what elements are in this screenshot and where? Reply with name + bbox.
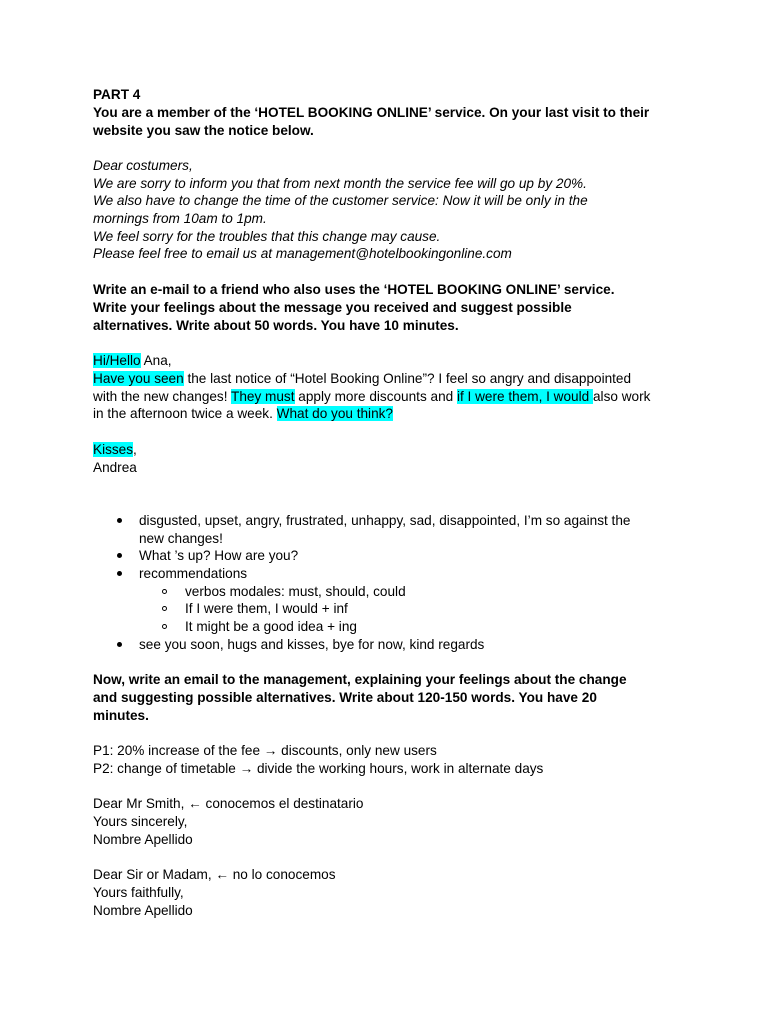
task1-line-1: Write an e-mail to a friend who also uses the ‘HOTEL BOOKING ONLINE’ service. [93, 282, 615, 297]
note-subitem: If I were them, I would + inf [185, 601, 348, 616]
highlight: Hi/Hello [93, 353, 141, 368]
sub-bullet-icon [162, 606, 167, 611]
task2-line-1: Now, write an email to the management, explaining your feelings about the change [93, 672, 627, 687]
task1-line-3: alternatives. Write about 50 words. You have 10 minutes. [93, 318, 459, 333]
note-item-cont: new changes! [139, 531, 223, 546]
formal-signature-known: Nombre Apellido [93, 832, 193, 847]
formal-signature-unknown: Nombre Apellido [93, 903, 193, 918]
point-2: P2: change of timetable → divide the working hours, work in alternate days [93, 761, 544, 776]
sub-bullet-icon [162, 589, 167, 594]
point-1: P1: 20% increase of the fee → discounts, only new users [93, 743, 437, 758]
email-line-3: with the new changes! They must apply more discounts and if I were them, I would also work [93, 389, 651, 404]
note-item: see you soon, hugs and kisses, bye for now, kind regards [139, 637, 485, 652]
email-closing: Kisses, [93, 442, 137, 457]
formal-greeting-unknown: Dear Sir or Madam, ← no lo conocemos [93, 867, 336, 882]
notice-line-6: Please feel free to email us at management@hotelbookingonline.com [93, 246, 512, 261]
note-item: recommendations [139, 566, 248, 581]
email-greeting: Hi/Hello Ana, [93, 353, 172, 368]
intro-line-1: You are a member of the ‘HOTEL BOOKING ONLINE’ service. On your last visit to their [93, 105, 650, 120]
email-signature: Andrea [93, 460, 137, 475]
notice-line-3: We also have to change the time of the customer service: Now it will be only in the [93, 193, 588, 208]
email-line-4: in the afternoon twice a week. What do you think? [93, 406, 393, 421]
part-heading: PART 4 [93, 87, 141, 102]
note-subitem: It might be a good idea + ing [185, 619, 357, 634]
intro-line-2: website you saw the notice below. [93, 123, 314, 138]
highlight: if I were them, I would [456, 389, 593, 404]
note-item: disgusted, upset, angry, frustrated, unhappy, sad, disappointed, I’m so against the [139, 513, 631, 528]
task2-line-3: minutes. [93, 708, 149, 723]
highlight: What do you think? [276, 406, 393, 421]
highlight: Kisses [93, 442, 134, 457]
formal-closing-known: Yours sincerely, [93, 814, 188, 829]
bullet-icon [117, 518, 122, 523]
notice-line-2: We are sorry to inform you that from next month the service fee will go up by 20%. [93, 176, 587, 191]
task2-line-2: and suggesting possible alternatives. Write about 120-150 words. You have 20 [93, 690, 597, 705]
notice-line-1: Dear costumers, [93, 158, 193, 173]
highlight: They must [231, 389, 295, 404]
task1-line-2: Write your feelings about the message you received and suggest possible [93, 300, 572, 315]
highlight: Have you seen [93, 371, 184, 386]
note-subitem: verbos modales: must, should, could [185, 584, 406, 599]
bullet-icon [117, 642, 122, 647]
bullet-icon [117, 553, 122, 558]
sub-bullet-icon [162, 624, 167, 629]
notice-line-5: We feel sorry for the troubles that this change may cause. [93, 229, 441, 244]
notice-line-4: mornings from 10am to 1pm. [93, 211, 267, 226]
note-item: What ’s up? How are you? [139, 548, 299, 563]
bullet-icon [117, 571, 122, 576]
formal-greeting-known: Dear Mr Smith, ← conocemos el destinatario [93, 796, 364, 811]
email-line-2: Have you seen the last notice of “Hotel Booking Online”? I feel so angry and disappointed [93, 371, 632, 386]
formal-closing-unknown: Yours faithfully, [93, 885, 184, 900]
